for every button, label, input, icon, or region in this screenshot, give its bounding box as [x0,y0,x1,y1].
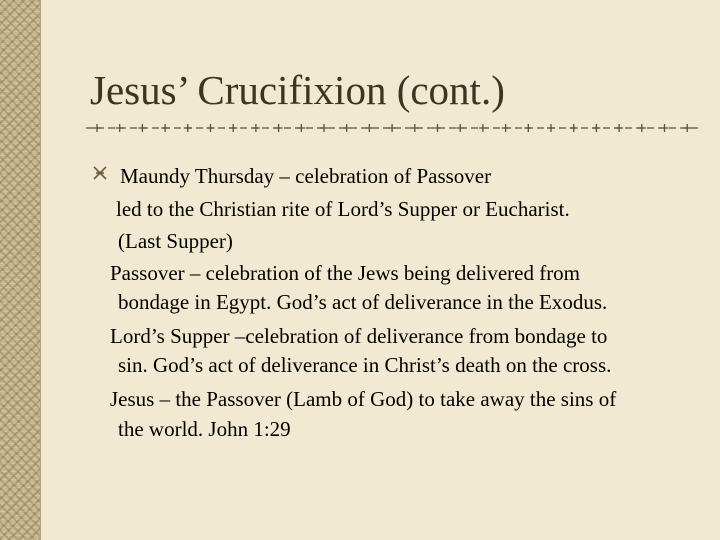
body-line: sin. God’s act of deliverance in Christ’s death on the cross. [118,353,612,377]
body-line: Passover – celebration of the Jews being delivered from [110,261,581,285]
body-line: Maundy Thursday – celebration of Passover [120,164,492,188]
body-line: bondage in Egypt. God’s act of deliverance in the Exodus. [118,290,608,314]
body-line: (Last Supper) [118,229,233,253]
body-line: Lord’s Supper –celebration of deliverance from bondage to [110,324,608,348]
body-line: the world. John 1:29 [118,417,291,441]
body-line: led to the Christian rite of Lord’s Supper or Eucharist. [116,197,570,221]
body-line: Jesus – the Passover (Lamb of God) to take away the sins of [110,387,617,411]
slide-title: Jesus’ Crucifixion (cont.) [90,67,505,113]
